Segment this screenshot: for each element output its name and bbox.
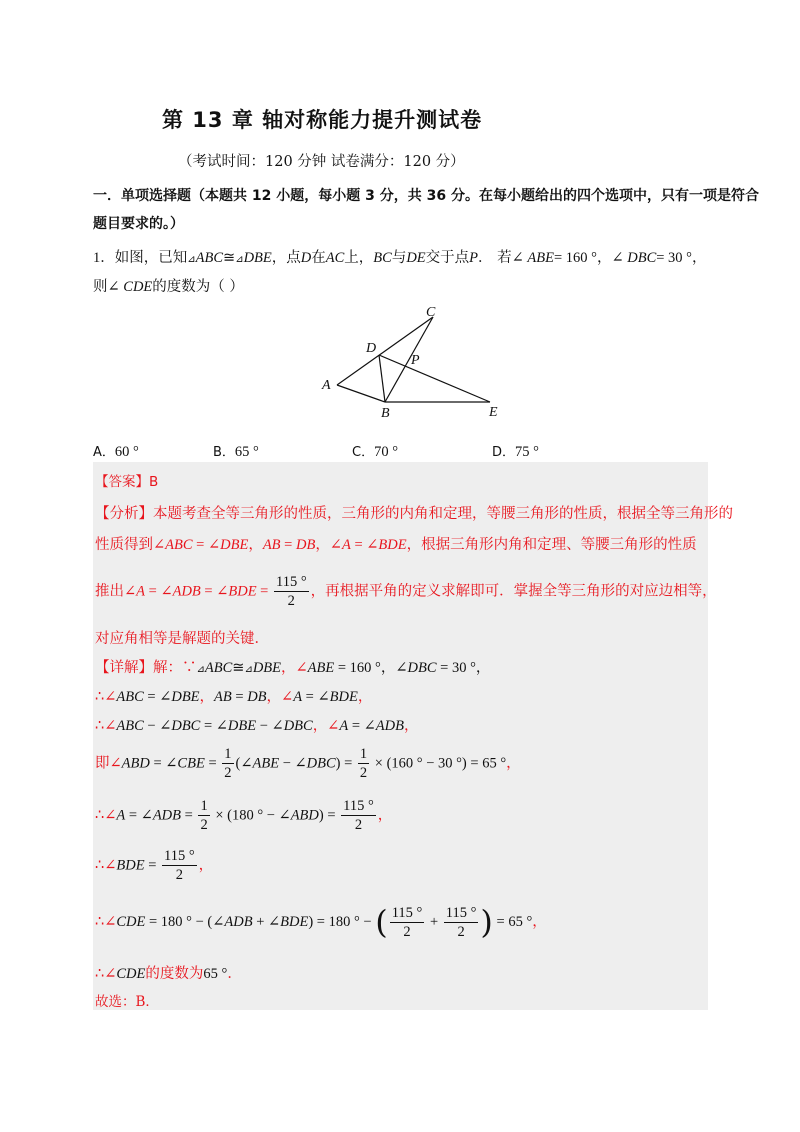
a-math: = [256, 583, 272, 600]
d-math: DBE [227, 718, 257, 734]
d-math: A [339, 718, 349, 734]
fraction-num: 1 [359, 746, 368, 762]
d-text: ，∠ [312, 718, 340, 734]
d-math: DBC [407, 660, 437, 676]
q-sep: ， [596, 250, 612, 266]
d-math: = ∠ [125, 807, 153, 824]
a-math: = ∠ [350, 537, 379, 553]
a-text: ，∠ [315, 537, 342, 553]
d-math: ABE [252, 755, 280, 772]
big-paren-open: ( [375, 903, 388, 941]
angle-icon: ∠ [611, 250, 628, 266]
fraction [341, 797, 376, 834]
detail-line-9: 故选：B． [95, 994, 159, 1010]
d-text: ，∠ [266, 689, 294, 705]
a-text: 性质得到∠ [95, 537, 166, 553]
fraction-num: 1 [224, 746, 232, 762]
segment-ab [337, 385, 385, 402]
d-text: ， [357, 689, 373, 705]
d-math: ABD [290, 807, 319, 824]
detail-line-7 [95, 903, 547, 941]
d-text: ，∠ [281, 660, 308, 676]
d-text: ∴∠ [95, 966, 117, 982]
q-text: 的度数为（ ） [152, 279, 244, 295]
d-math: ADB [152, 807, 181, 824]
a-math: = ∠ [145, 583, 173, 600]
q-text: 上， [344, 250, 374, 266]
d-math: ADB [375, 718, 404, 734]
option-label: A． [93, 445, 115, 460]
d-math: ABC [204, 660, 233, 676]
d-text: ∴∠ [95, 807, 117, 824]
d-text: 解：∵ [153, 660, 197, 676]
segment-ac [337, 317, 433, 385]
q-pt: P [469, 250, 479, 266]
geometry-figure [315, 300, 515, 425]
q-angle: CDE [123, 279, 153, 295]
option-label: C． [352, 445, 375, 460]
triangle-icon: ⊿ [187, 254, 196, 265]
d-math: 65 ° [203, 966, 228, 982]
q-value: = 160 ° [553, 250, 597, 266]
segment-de [379, 355, 490, 402]
d-math: − ∠ [279, 755, 307, 772]
d-text: ． [227, 966, 242, 982]
fraction-den: 2 [354, 817, 363, 833]
a-math: = ∠ [200, 583, 229, 600]
segment-db [379, 355, 385, 402]
a-math: A [341, 537, 351, 553]
d-math: ABE [307, 660, 335, 676]
d-math: + [426, 914, 442, 930]
d-math: = 65 ° [492, 914, 533, 930]
d-math: ABD [121, 755, 150, 772]
angle-icon: ∠ [511, 250, 528, 266]
d-text: ， [403, 718, 419, 734]
d-math: DBC [306, 755, 336, 772]
a-math: = [280, 537, 296, 553]
fraction-den: 2 [457, 923, 465, 940]
d-math: = ∠ [348, 718, 376, 734]
d-text: ， [532, 914, 547, 930]
d-math: × (180 ° − ∠ [211, 807, 291, 824]
d-math: = [231, 689, 248, 705]
option-b[interactable] [213, 441, 259, 461]
q-text: 则 [93, 279, 108, 295]
q-text: 在 [311, 250, 326, 266]
triangle-icon: ⊿ [235, 254, 244, 265]
option-value: 75 ° [515, 444, 539, 460]
d-math: × (160 ° − 30 °) = 65 ° [371, 755, 507, 772]
d-math: + ∠ [252, 914, 281, 930]
d-math: = [181, 807, 197, 824]
q-congruent: ≅ [223, 250, 236, 266]
detail-tag: 【详解】 [95, 660, 153, 676]
d-text: ∴∠ [95, 857, 117, 874]
d-text: ∴∠ [95, 914, 117, 930]
d-math: A [116, 807, 126, 824]
detail-line-3 [95, 714, 418, 735]
q-seg: DE [406, 250, 426, 266]
d-text: ， [506, 755, 521, 772]
d-math: DBE [252, 660, 282, 676]
d-text: ， [198, 857, 214, 874]
a-math: A [136, 583, 146, 600]
d-math: DBC [283, 718, 313, 734]
option-label: D． [492, 445, 516, 460]
angle-icon: ∠ [107, 279, 124, 295]
d-math: = [144, 857, 160, 874]
fraction-den: 2 [403, 923, 411, 940]
q-text: ． 若 [478, 250, 512, 266]
d-math: = 180 ° − (∠ [145, 914, 225, 930]
d-math: BDE [329, 689, 358, 705]
fraction-num: 115 ° [391, 904, 423, 921]
a-math: = ∠ [192, 537, 221, 553]
d-text: ∴∠ [95, 718, 117, 734]
analysis-tag: 【分析】 [95, 506, 153, 522]
segment-bc [385, 317, 433, 402]
big-paren-close: ) [480, 903, 493, 941]
d-text: 即∠ [95, 755, 122, 772]
fraction-num: 115 ° [445, 904, 477, 921]
q-text: 如图，已知 [114, 250, 188, 266]
a-math: ADB [172, 583, 201, 600]
d-math: CBE [177, 755, 205, 772]
option-c[interactable] [352, 441, 398, 461]
page-title: 第 13 章 轴对称能力提升测试卷 [162, 108, 483, 132]
section-heading-cont: 题目要求的。） [93, 216, 184, 232]
d-math: ≅ [232, 660, 245, 676]
d-math: − ∠ [256, 718, 284, 734]
a-text: ，再根据平角的定义求解即可．掌握全等三角形的对应边相等， [310, 583, 717, 600]
a-text: ， [248, 537, 263, 553]
fraction-den: 2 [200, 817, 208, 833]
detail-line-4 [95, 745, 521, 782]
q-seg: BC [373, 250, 392, 266]
detail-line-1 [95, 656, 490, 677]
q-text: 交于点 [425, 250, 470, 266]
fraction [444, 904, 479, 941]
answer-tag: 【答案】 [95, 474, 149, 490]
analysis-line-2 [95, 533, 697, 554]
q-pt: D [300, 250, 312, 266]
fraction-num: 1 [200, 798, 208, 814]
option-value: 70 ° [374, 444, 399, 460]
d-math: = 160 °，∠ [334, 660, 408, 676]
q-value: = 30 ° [656, 250, 692, 266]
option-label: B． [213, 445, 235, 460]
d-math: DBE [171, 689, 200, 705]
q-sep: ， [691, 250, 707, 266]
q-text: ，点 [271, 250, 301, 266]
d-math: = ∠ [143, 689, 172, 705]
question-line-1 [93, 246, 706, 267]
fraction [198, 797, 209, 834]
fraction [162, 847, 197, 884]
d-math: ADB [224, 914, 253, 930]
q-seg: AC [325, 250, 345, 266]
a-math: ABC [165, 537, 193, 553]
d-math: ) = 180 ° − [308, 914, 376, 930]
answer-value: B [149, 474, 159, 490]
d-math: = ∠ [200, 718, 228, 734]
label-d: D [366, 341, 377, 356]
label-b: B [381, 406, 390, 421]
option-value: 65 ° [234, 444, 259, 460]
question-number: 1． [93, 250, 115, 266]
option-a[interactable] [93, 441, 139, 461]
analysis-text: 本题考查全等三角形的性质，三角形的内角和定理，等腰三角形的性质，根据全等三角形的 [153, 506, 733, 522]
fraction [274, 573, 309, 610]
d-math: ABC [116, 689, 144, 705]
detail-line-2 [95, 685, 372, 706]
fraction-den: 2 [224, 765, 232, 781]
d-math: = ∠ [302, 689, 330, 705]
d-math: ABC [116, 718, 144, 734]
d-math: DB [247, 689, 267, 705]
d-math: DBC [171, 718, 201, 734]
a-text: ，根据三角形内角和定理、等腰三角形的性质 [406, 537, 697, 553]
q-tri2: DBE [243, 250, 272, 266]
section-heading: 一．单项选择题（本题共 12 小题，每小题 3 分，共 36 分。在每小题给出的四个选项中，只有一项是符合 [93, 188, 759, 204]
d-text: ， [377, 807, 393, 824]
d-math: A [293, 689, 303, 705]
fraction [222, 745, 233, 782]
d-math: BDE [280, 914, 309, 930]
d-math: ) = [335, 755, 356, 772]
fraction-num: 115 ° [275, 574, 307, 590]
d-math: CDE [116, 914, 146, 930]
fraction [390, 904, 425, 941]
label-p: P [411, 353, 420, 368]
d-math: = [204, 755, 221, 772]
analysis-line-1 [95, 502, 733, 523]
d-math: − ∠ [143, 718, 172, 734]
question-line-2 [93, 275, 244, 296]
a-math: DB [295, 537, 316, 553]
d-math: CDE [116, 966, 146, 982]
detail-line-5 [95, 797, 392, 834]
label-e: E [489, 405, 498, 420]
d-text: ∴∠ [95, 689, 117, 705]
detail-line-6 [95, 847, 213, 884]
triangle-icon: ⊿ [244, 664, 253, 675]
d-math: BDE [116, 857, 145, 874]
a-math: BDE [378, 537, 407, 553]
fraction-den: 2 [359, 765, 368, 781]
d-math: AB [214, 689, 232, 705]
fraction-num: 115 ° [343, 798, 374, 814]
q-angle: ABE [527, 250, 554, 266]
d-math: ) = [318, 807, 340, 824]
q-text: 与 [391, 250, 407, 266]
option-value: 60 ° [114, 444, 139, 460]
answer-line [95, 470, 158, 490]
option-d[interactable] [492, 441, 539, 461]
d-math: = ∠ [149, 755, 178, 772]
q-angle: DBC [627, 250, 657, 266]
analysis-line-3 [95, 573, 717, 610]
d-math: (∠ [235, 755, 253, 772]
q-tri1: ABC [195, 250, 224, 266]
label-c: C [426, 305, 436, 320]
exam-info: （考试时间：120 分钟 试卷满分：120 分） [178, 154, 465, 170]
a-math: BDE [228, 583, 257, 600]
d-math: = 30 °， [436, 660, 491, 676]
a-text: 推出∠ [95, 583, 137, 600]
a-math: AB [262, 537, 281, 553]
d-text: ， [199, 689, 215, 705]
label-a: A [322, 378, 331, 393]
d-text: 的度数为 [145, 966, 204, 982]
fraction-den: 2 [175, 867, 183, 883]
fraction-den: 2 [287, 593, 295, 609]
analysis-line-4: 对应角相等是解题的关键． [95, 631, 269, 647]
triangle-icon: ⊿ [196, 664, 205, 675]
detail-line-8 [95, 962, 242, 983]
fraction-num: 115 ° [164, 848, 195, 864]
a-math: DBE [220, 537, 249, 553]
fraction [358, 745, 369, 782]
